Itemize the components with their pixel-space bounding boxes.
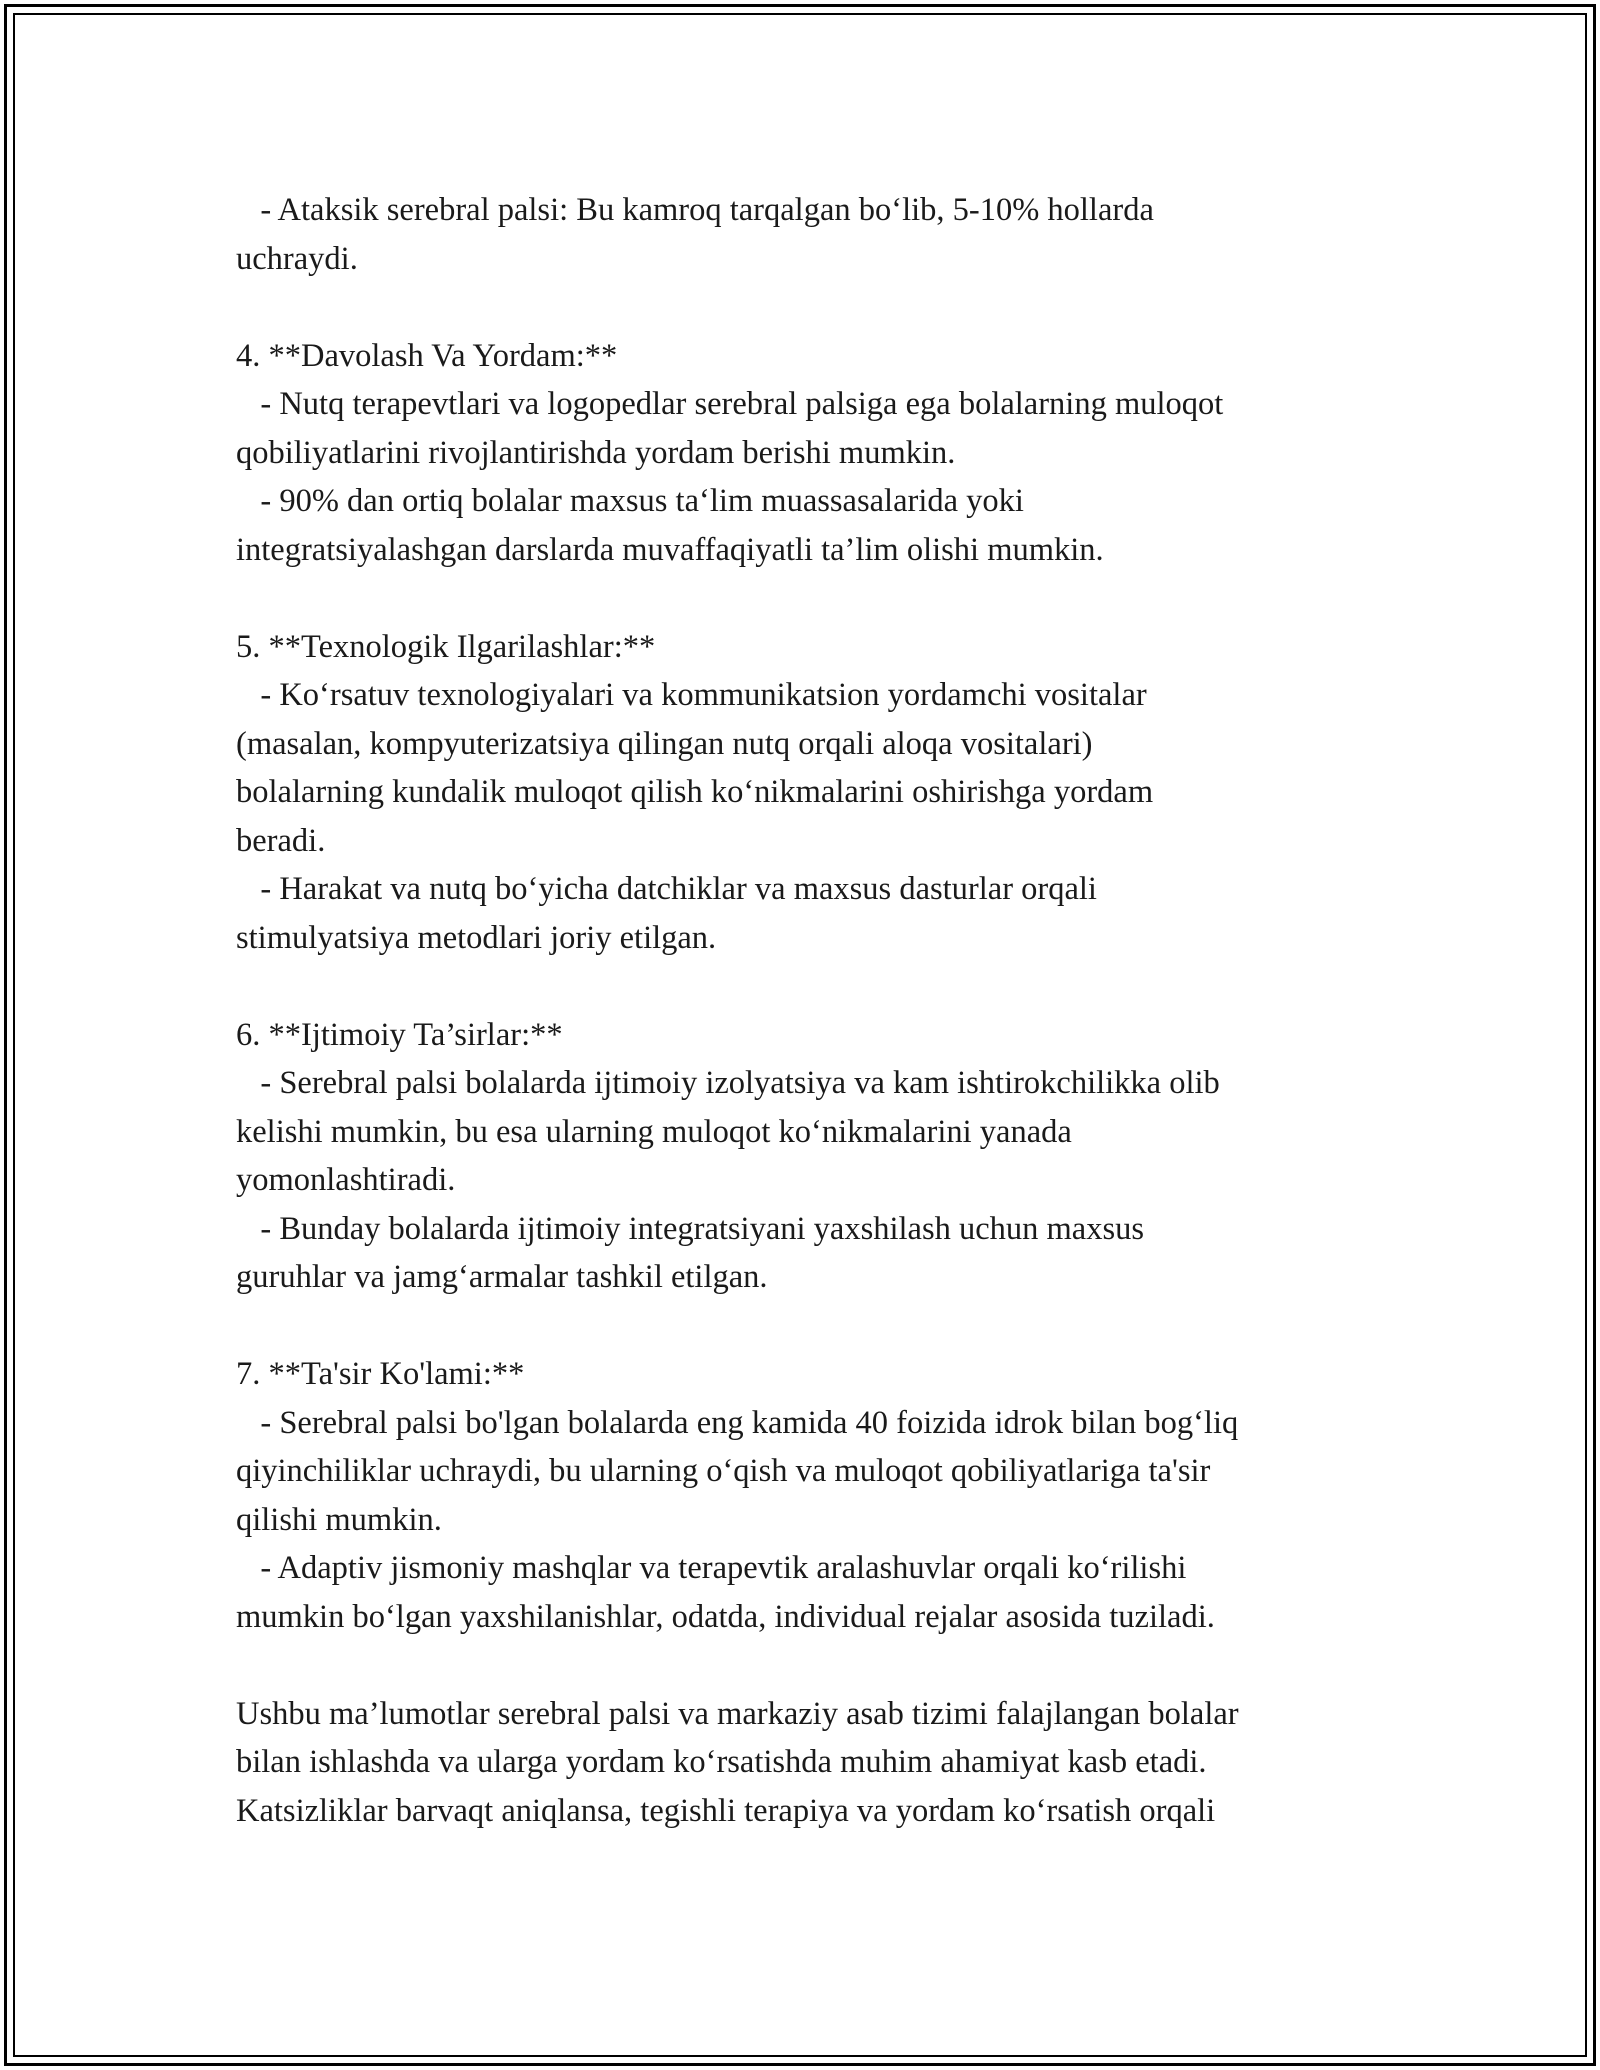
text-line: - 90% dan ortiq bolalar maxsus ta‘lim muassasalarida yoki: [236, 483, 1024, 519]
text-line: kelishi mumkin, bu esa ularning muloqot ko‘nikmalarini yanada: [236, 1113, 1072, 1150]
section-heading: 7. **Ta'sir Ko'lami:**: [236, 1356, 525, 1392]
text-line: - Harakat va nutq bo‘yicha datchiklar va maxsus dasturlar orqali: [236, 871, 1097, 907]
text-line: - Adaptiv jismoniy mashqlar va terapevtik aralashuvlar orqali ko‘rilishi: [236, 1550, 1187, 1586]
text-line: qobiliyatlarini rivojlantirishda yordam berishi mumkin.: [236, 434, 956, 471]
text-line: guruhlar va jamg‘armalar tashkil etilgan.: [236, 1259, 768, 1295]
paragraph-gap: [236, 574, 1396, 623]
paragraph-gap: [236, 1641, 1396, 1690]
document-body: [236, 186, 1396, 1835]
text-line: mumkin bo‘lgan yaxshilanishlar, odatda, individual rejalar asosida tuziladi.: [236, 1598, 1215, 1635]
text-line: - Serebral palsi bo'lgan bolalarda eng kamida 40 foizida idrok bilan bog‘liq: [236, 1404, 1239, 1441]
section-heading: 5. **Texnologik Ilgarilashlar:**: [236, 628, 656, 665]
text-line: stimulyatsiya metodlari joriy etilgan.: [236, 919, 717, 956]
text-line: - Bunday bolalarda ijtimoiy integratsiyani yaxshilash uchun maxsus: [236, 1210, 1145, 1247]
paragraph-gap: [236, 1302, 1396, 1351]
text-line: yomonlashtiradi.: [236, 1162, 456, 1198]
text-line: Katsizliklar barvaqt aniqlansa, tegishli terapiya va yordam ko‘rsatish orqali: [236, 1792, 1216, 1829]
text-line: qilishi mumkin.: [236, 1501, 442, 1538]
text-line: bilan ishlashda va ularga yordam ko‘rsatishda muhim ahamiyat kasb etadi.: [236, 1744, 1207, 1780]
text-line: bolalarning kundalik muloqot qilish ko‘nikmalarini oshirishga yordam: [236, 774, 1154, 810]
section-heading: 4. **Davolash Va Yordam:**: [236, 337, 618, 374]
text-line: integratsiyalashgan darslarda muvaffaqiyatli ta’lim olishi mumkin.: [236, 531, 1104, 568]
text-line: - Nutq terapevtlari va logopedlar serebral palsiga ega bolalarning muloqot: [236, 386, 1224, 422]
text-line: - Ko‘rsatuv texnologiyalari va kommunikatsion yordamchi vositalar: [236, 677, 1147, 713]
text-line: - Serebral palsi bolalarda ijtimoiy izolyatsiya va kam ishtirokchilikka olib: [236, 1065, 1220, 1101]
paragraph-gap: [236, 283, 1396, 332]
paragraph-gap: [236, 962, 1396, 1011]
text-line: (masalan, kompyuterizatsiya qilingan nutq orqali aloqa vositalari): [236, 725, 1093, 762]
text-line: Ushbu ma’lumotlar serebral palsi va markaziy asab tizimi falajlangan bolalar: [236, 1695, 1239, 1732]
text-line: uchraydi.: [236, 240, 358, 277]
text-line: - Ataksik serebral palsi: Bu kamroq tarqalgan bo‘lib, 5-10% hollarda: [236, 192, 1154, 228]
section-heading: 6. **Ijtimoiy Ta’sirlar:**: [236, 1016, 563, 1053]
text-line: beradi.: [236, 822, 326, 859]
text-line: qiyinchiliklar uchraydi, bu ularning o‘qish va muloqot qobiliyatlariga ta'sir: [236, 1453, 1211, 1489]
